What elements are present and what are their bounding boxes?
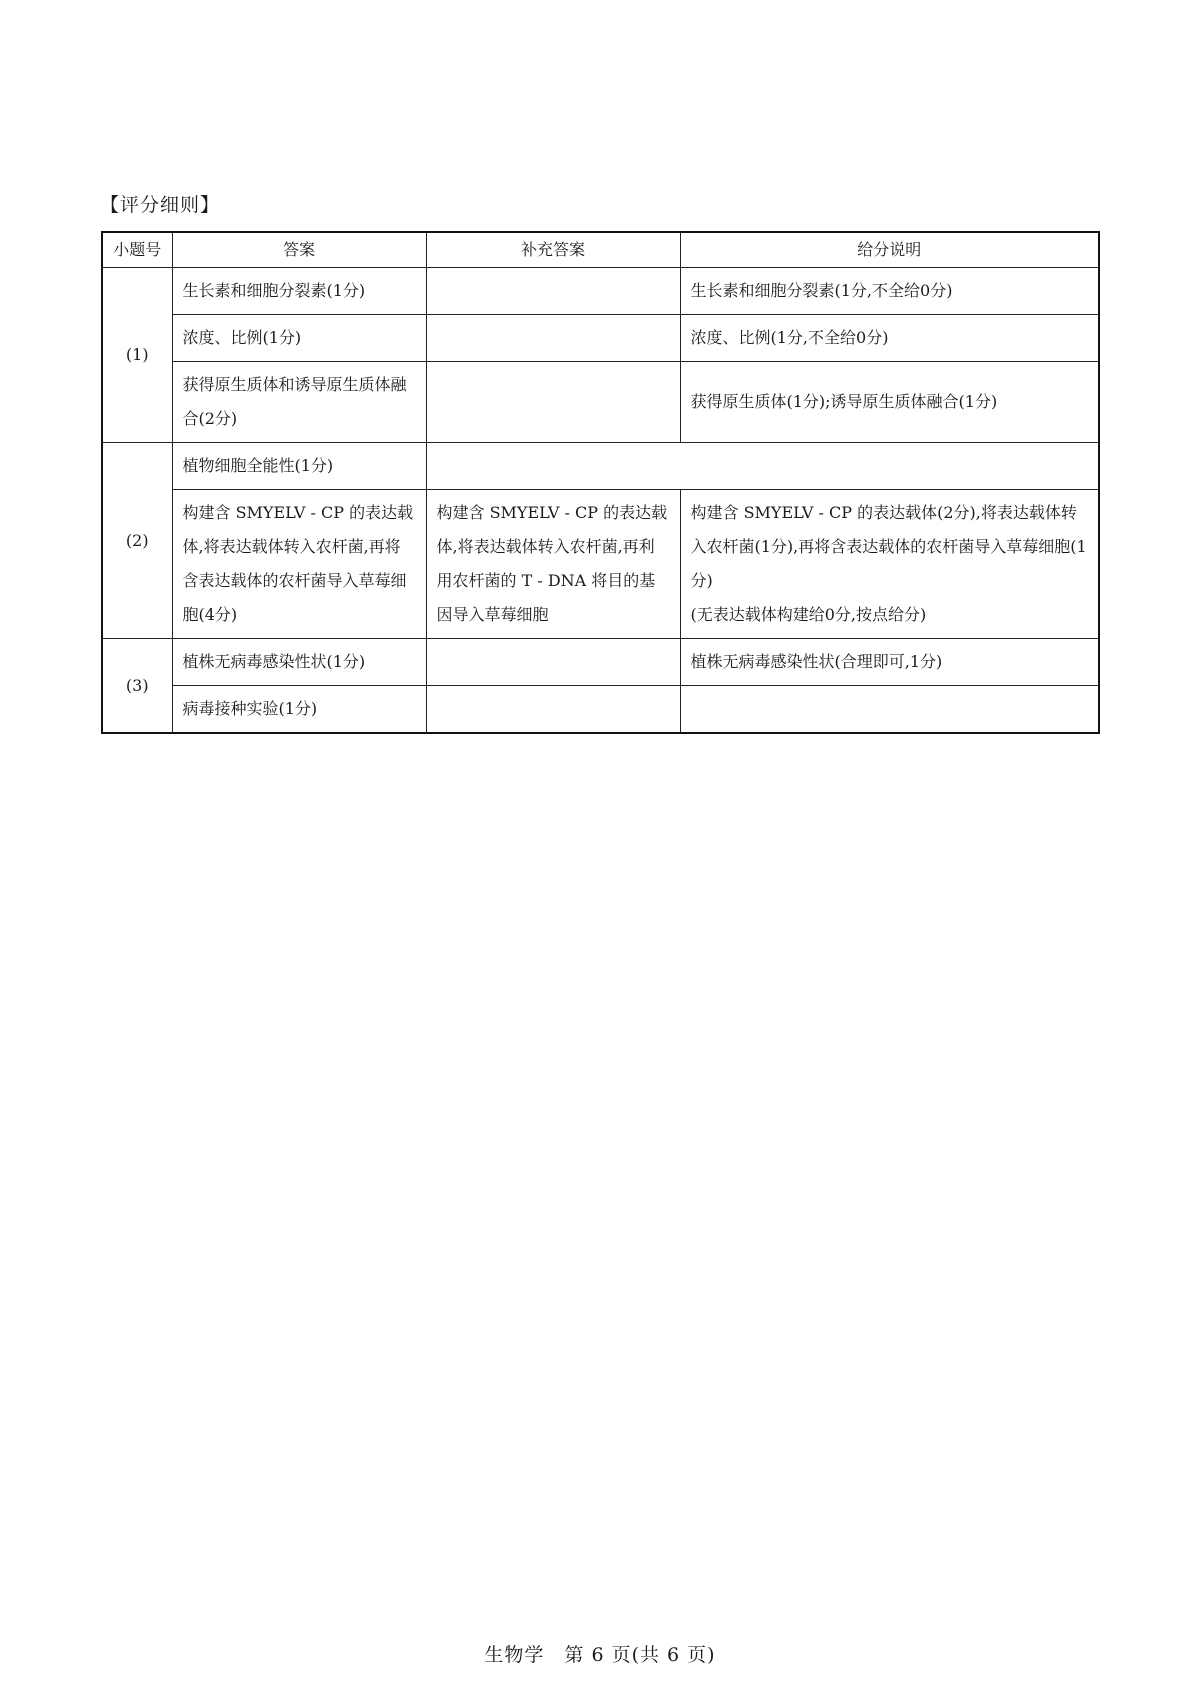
answer-cell: 病毒接种实验(1分) [172, 686, 426, 734]
note-cell [680, 686, 1099, 734]
answer-cell: 植株无病毒感染性状(1分) [172, 639, 426, 686]
scoring-rubric-table [101, 231, 1100, 734]
supplement-cell: 构建含 SMYELV - CP 的表达载体,将表达载体转入农杆菌,再利用农杆菌的 T - DNA 将目的基因导入草莓细胞 [426, 490, 680, 639]
table-row [102, 315, 1099, 362]
supplement-cell [426, 268, 680, 315]
section-heading: 【评分细则】 [100, 194, 221, 216]
note-line: (无表达载体构建给0分,按点给分) [690, 605, 927, 624]
question-number-2: (2) [102, 443, 172, 639]
header-question-number: 小题号 [102, 232, 172, 268]
answer-cell: 浓度、比例(1分) [172, 315, 426, 362]
question-number-1: (1) [102, 268, 172, 443]
note-cell: 获得原生质体(1分);诱导原生质体融合(1分) [680, 362, 1099, 443]
note-cell: 生长素和细胞分裂素(1分,不全给0分) [680, 268, 1099, 315]
header-scoring-notes: 给分说明 [680, 232, 1099, 268]
note-cell [680, 490, 1099, 639]
note-cell: 植株无病毒感染性状(合理即可,1分) [680, 639, 1099, 686]
table-row [102, 362, 1099, 443]
header-supplementary-answer: 补充答案 [426, 232, 680, 268]
table-row [102, 686, 1099, 734]
header-answer: 答案 [172, 232, 426, 268]
table-row [102, 639, 1099, 686]
question-number-3: (3) [102, 639, 172, 734]
answer-cell: 植物细胞全能性(1分) [172, 443, 426, 490]
supplement-cell [426, 686, 680, 734]
table-header-row [102, 232, 1099, 268]
note-line: 构建含 SMYELV - CP 的表达载体(2分),将表达载体转入农杆菌(1分),再将含表达载体的农杆菌导入草莓细胞(1分) [690, 503, 1087, 590]
table-row [102, 490, 1099, 639]
note-cell: 浓度、比例(1分,不全给0分) [680, 315, 1099, 362]
supplement-cell [426, 362, 680, 443]
table-row [102, 268, 1099, 315]
page-footer: 生物学 第 6 页(共 6 页) [484, 1644, 716, 1666]
answer-cell: 获得原生质体和诱导原生质体融合(2分) [172, 362, 426, 443]
merged-empty-cell [426, 443, 1099, 490]
answer-cell: 构建含 SMYELV - CP 的表达载体,将表达载体转入农杆菌,再将含表达载体的农杆菌导入草莓细胞(4分) [172, 490, 426, 639]
answer-cell: 生长素和细胞分裂素(1分) [172, 268, 426, 315]
table-row [102, 443, 1099, 490]
supplement-cell [426, 639, 680, 686]
supplement-cell [426, 315, 680, 362]
